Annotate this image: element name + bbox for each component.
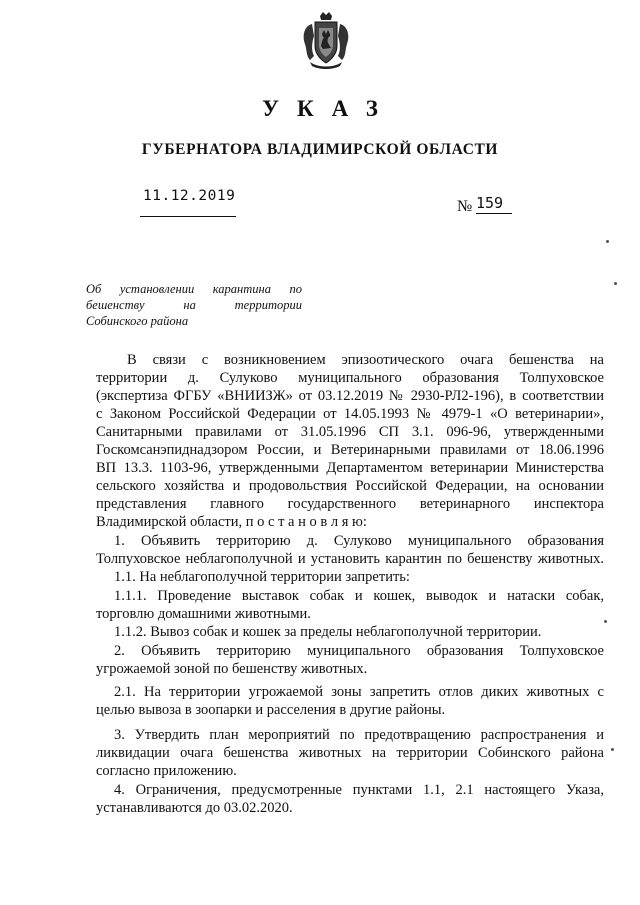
body-line: 1.1. На неблагополучной территории запретить: [114, 569, 410, 585]
body-line: представления главного государственного ветеринарного инспектора [96, 496, 604, 512]
scan-speck [606, 240, 609, 243]
body-line: угрожаемой зоной по бешенству животных. [96, 661, 368, 677]
body-line: с Законом Российской Федерации от 14.05.1993 № 4979-1 «О ветеринарии», [96, 406, 604, 422]
issuer-subtitle: ГУБЕРНАТОРА ВЛАДИМИРСКОЙ ОБЛАСТИ [141, 141, 499, 158]
body-line: (экспертиза ФГБУ «ВНИИЗЖ» от 03.12.2019 № 2930-РЛ2-196), в соответствии [96, 388, 604, 404]
body-line: 1.1.1. Проведение выставок собак и кошек, выводок и натаски собак, [114, 588, 604, 604]
body-line: 1.1.2. Вывоз собак и кошек за пределы неблагополучной территории. [114, 624, 542, 640]
body-line: 2.1. На территории угрожаемой зоны запретить отлов диких животных с [114, 684, 604, 700]
body-line: 1. Объявить территорию д. Сулуково муниципального образования [114, 533, 604, 549]
body-line: Толпуховское неблагополучной и установить карантин по бешенству животных. [96, 551, 604, 567]
body-line: Владимирской области, п о с т а н о в л я ю: [96, 514, 367, 530]
number-underline [476, 213, 512, 214]
body-line: устанавливаются до 03.02.2020. [96, 800, 293, 816]
body-line: Госкомсанэпиднадзором России, и Ветеринарными правилами от 18.06.1996 [96, 442, 604, 458]
number-label: № [457, 198, 473, 215]
body-line: сельского хозяйства и продовольствия Российской Федерации, на основании [96, 478, 604, 494]
body-line: 4. Ограничения, предусмотренные пунктами 1.1, 2.1 настоящего Указа, [114, 782, 604, 798]
subject-line: Собинского района [86, 314, 189, 328]
document-date: 11.12.2019 [143, 188, 236, 204]
subject-line: Об установлении карантина по [86, 282, 302, 296]
date-underline [140, 216, 236, 217]
document-title: УКАЗ [262, 96, 396, 121]
body-line: целью вывоза в зоопарки и расселения в другие районы. [96, 702, 446, 718]
subject-line: бешенству на территории [86, 298, 302, 312]
coat-of-arms-emblem [300, 10, 352, 70]
scan-speck [614, 282, 617, 285]
body-line: 3. Утвердить план мероприятий по предотвращению распространения и [114, 727, 604, 743]
body-line: В связи с возникновением эпизоотического очага бешенства на [127, 352, 604, 368]
body-line: 2. Объявить территорию муниципального образования Толпуховское [114, 643, 604, 659]
document-number: 159 [476, 194, 504, 212]
body-line: ВП 13.3. 1103-96, утвержденными Департаментом ветеринарии Министерства [96, 460, 604, 476]
scan-speck [611, 748, 614, 751]
body-line: согласно приложению. [96, 763, 237, 779]
body-line: ликвидации очага бешенства животных на территории Собинского района [96, 745, 604, 761]
scan-speck [604, 620, 607, 623]
body-line: территории д. Сулуково муниципального образования Толпуховское [96, 370, 604, 386]
body-line: Санитарными правилами от 31.05.1996 СП 3.1. 096-96, утвержденными [96, 424, 604, 440]
body-line: торговлю домашними животными. [96, 606, 311, 622]
